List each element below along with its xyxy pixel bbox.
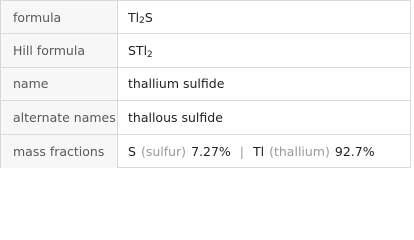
hill-formula-value [118, 34, 410, 66]
alternate-names-value: thallous sulfide [128, 109, 223, 125]
formula-element: S [144, 9, 153, 25]
table-row [1, 135, 410, 168]
mass-percent: 7.27% [191, 143, 231, 159]
mass-percent: 92.7% [334, 143, 375, 159]
row-label: alternate names [1, 101, 118, 133]
row-label: name [1, 68, 118, 100]
formula-element: STl [128, 43, 148, 59]
formula-element: Tl [128, 9, 140, 25]
formula-subscript: 2 [147, 49, 153, 60]
table-row [1, 68, 410, 101]
element-name: (thallium) [269, 143, 330, 159]
table-row [1, 34, 410, 67]
table-row [1, 1, 410, 34]
table-row [1, 101, 410, 134]
name-value: thallium sulfide [128, 76, 225, 92]
formula-subscript: 2 [139, 16, 145, 27]
element-symbol: Tl [253, 143, 265, 159]
formula-value [118, 1, 410, 33]
mass-fractions-value [118, 135, 410, 168]
row-label: mass fractions [1, 135, 118, 168]
fraction-separator: | [239, 143, 244, 159]
row-label: Hill formula [1, 34, 118, 66]
element-symbol: S [128, 143, 136, 159]
element-name: (sulfur) [140, 143, 187, 159]
row-label: formula [1, 1, 118, 33]
